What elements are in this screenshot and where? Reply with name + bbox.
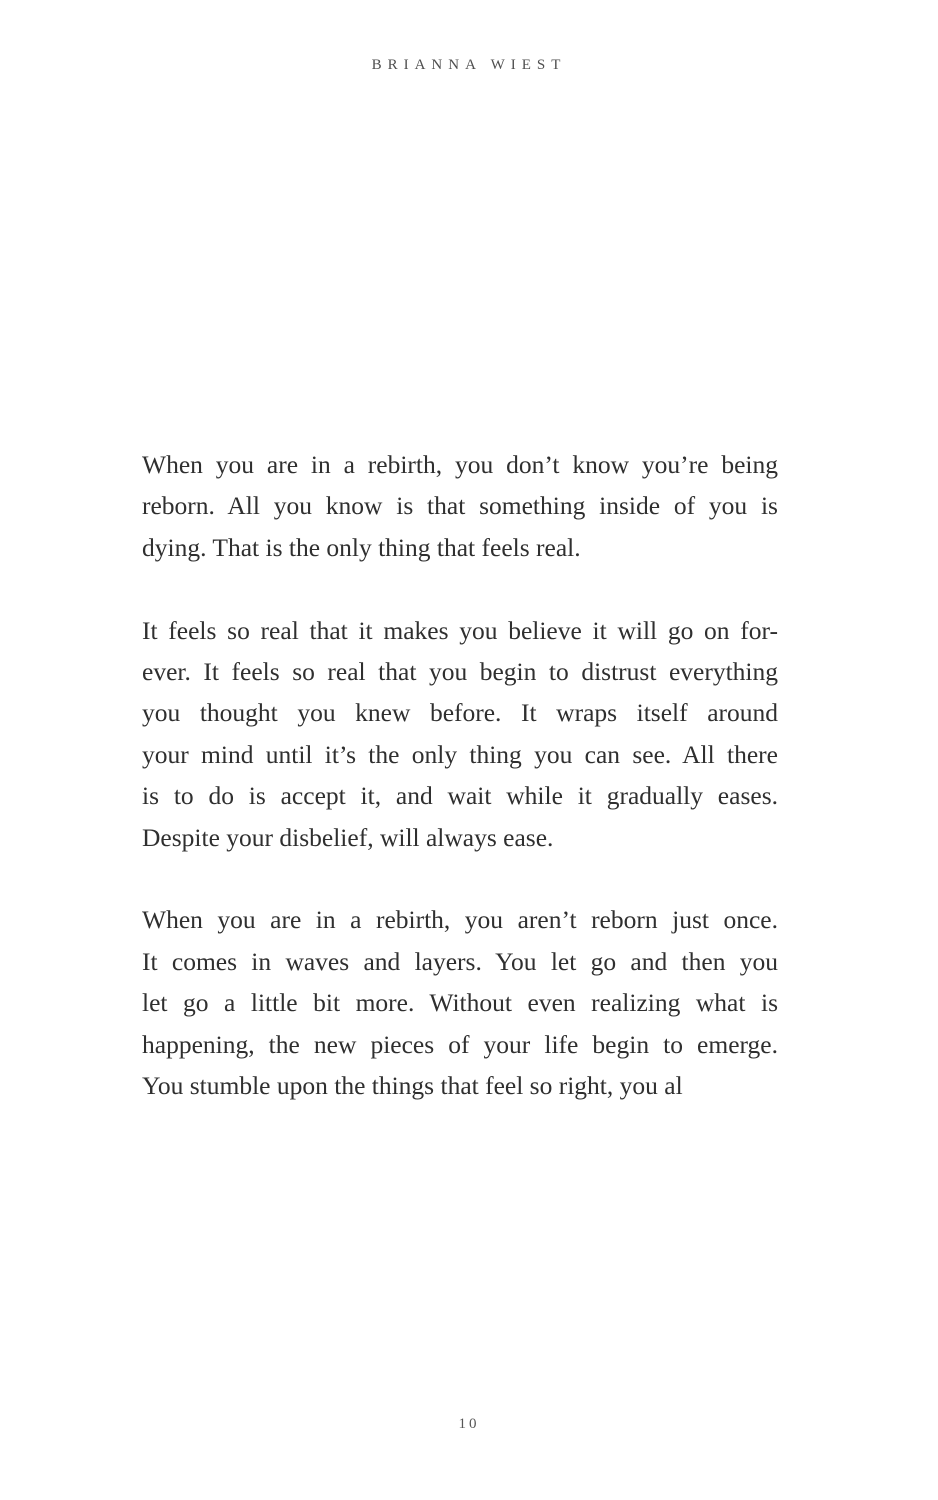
paragraph	[142, 444, 778, 568]
paragraph	[142, 899, 778, 1106]
text-line: you thought you knew before. It wraps itself around	[142, 698, 778, 728]
text-line: reborn. All you know is that something inside of you is	[142, 491, 778, 521]
text-line: happening, the new pieces of your life begin to emerge.	[142, 1029, 778, 1059]
text-line: Despite your disbelief, will always ease.	[142, 822, 554, 852]
body-text	[142, 444, 778, 1106]
text-line: dying. That is the only thing that feels real.	[142, 532, 581, 562]
text-line: is to do is accept it, and wait while it gradually eases.	[142, 781, 778, 811]
text-line: It comes in waves and layers. You let go and then you	[142, 946, 778, 976]
text-line: When you are in a rebirth, you aren’t reborn just once.	[142, 905, 778, 935]
page-number: 10	[458, 1416, 480, 1432]
paragraph	[142, 610, 778, 858]
text-line: You stumble upon the things that feel so right, you al	[142, 1071, 683, 1101]
text-line: let go a little bit more. Without even realizing what is	[142, 988, 778, 1018]
running-head-author: BRIANNA WIEST	[371, 57, 567, 73]
text-line: ever. It feels so real that you begin to distrust everything	[142, 657, 778, 687]
text-line: It feels so real that it makes you believe it will go on for-	[142, 615, 778, 645]
text-line: When you are in a rebirth, you don’t know you’re being	[142, 450, 778, 479]
text-line: your mind until it’s the only thing you can see. All there	[142, 739, 778, 769]
